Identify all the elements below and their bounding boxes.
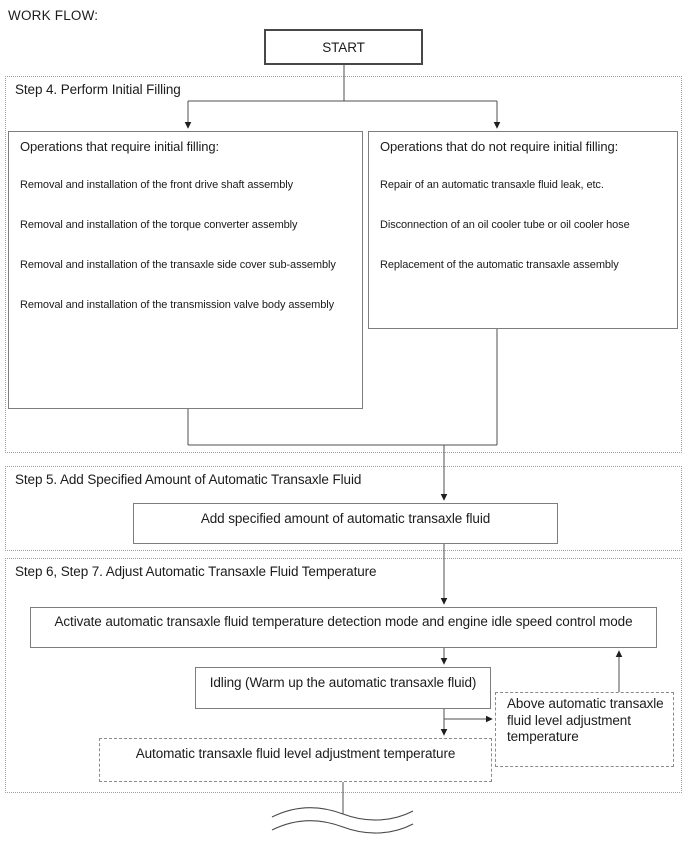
require-item: Removal and installation of the transmission valve body assembly <box>20 299 334 311</box>
not-require-item: Replacement of the automatic transaxle assembly <box>380 259 619 271</box>
require-item: Removal and installation of the transaxle side cover sub-assembly <box>20 259 336 271</box>
step5-label: Step 5. Add Specified Amount of Automatic Transaxle Fluid <box>15 472 362 487</box>
step6-label: Step 6, Step 7. Adjust Automatic Transaxle Fluid Temperature <box>15 564 377 579</box>
require-item: Removal and installation of the torque converter assembly <box>20 219 298 231</box>
start-label: START <box>322 39 365 55</box>
break-wave-icon <box>272 808 413 833</box>
step4-label: Step 4. Perform Initial Filling <box>15 82 181 97</box>
operations-require-box <box>8 131 363 409</box>
not-require-item: Repair of an automatic transaxle fluid leak, etc. <box>380 179 604 191</box>
not-require-heading: Operations that do not require initial filling: <box>380 139 619 154</box>
require-item: Removal and installation of the front drive shaft assembly <box>20 179 294 191</box>
page-title: WORK FLOW: <box>8 8 99 23</box>
activate-mode-node: Activate automatic transaxle fluid temperature detection mode and engine idle speed control mode <box>30 607 657 648</box>
add-fluid-node: Add specified amount of automatic transaxle fluid <box>133 503 558 544</box>
adjustment-temperature-node: Automatic transaxle fluid level adjustment temperature <box>99 738 492 782</box>
require-heading: Operations that require initial filling: <box>20 139 220 154</box>
above-temperature-node: Above automatic transaxle fluid level adjustment temperature <box>495 692 674 767</box>
start-node <box>264 29 423 65</box>
not-require-item: Disconnection of an oil cooler tube or oil cooler hose <box>380 219 630 231</box>
operations-not-require-box <box>368 131 678 329</box>
idling-node: Idling (Warm up the automatic transaxle fluid) <box>195 667 491 709</box>
